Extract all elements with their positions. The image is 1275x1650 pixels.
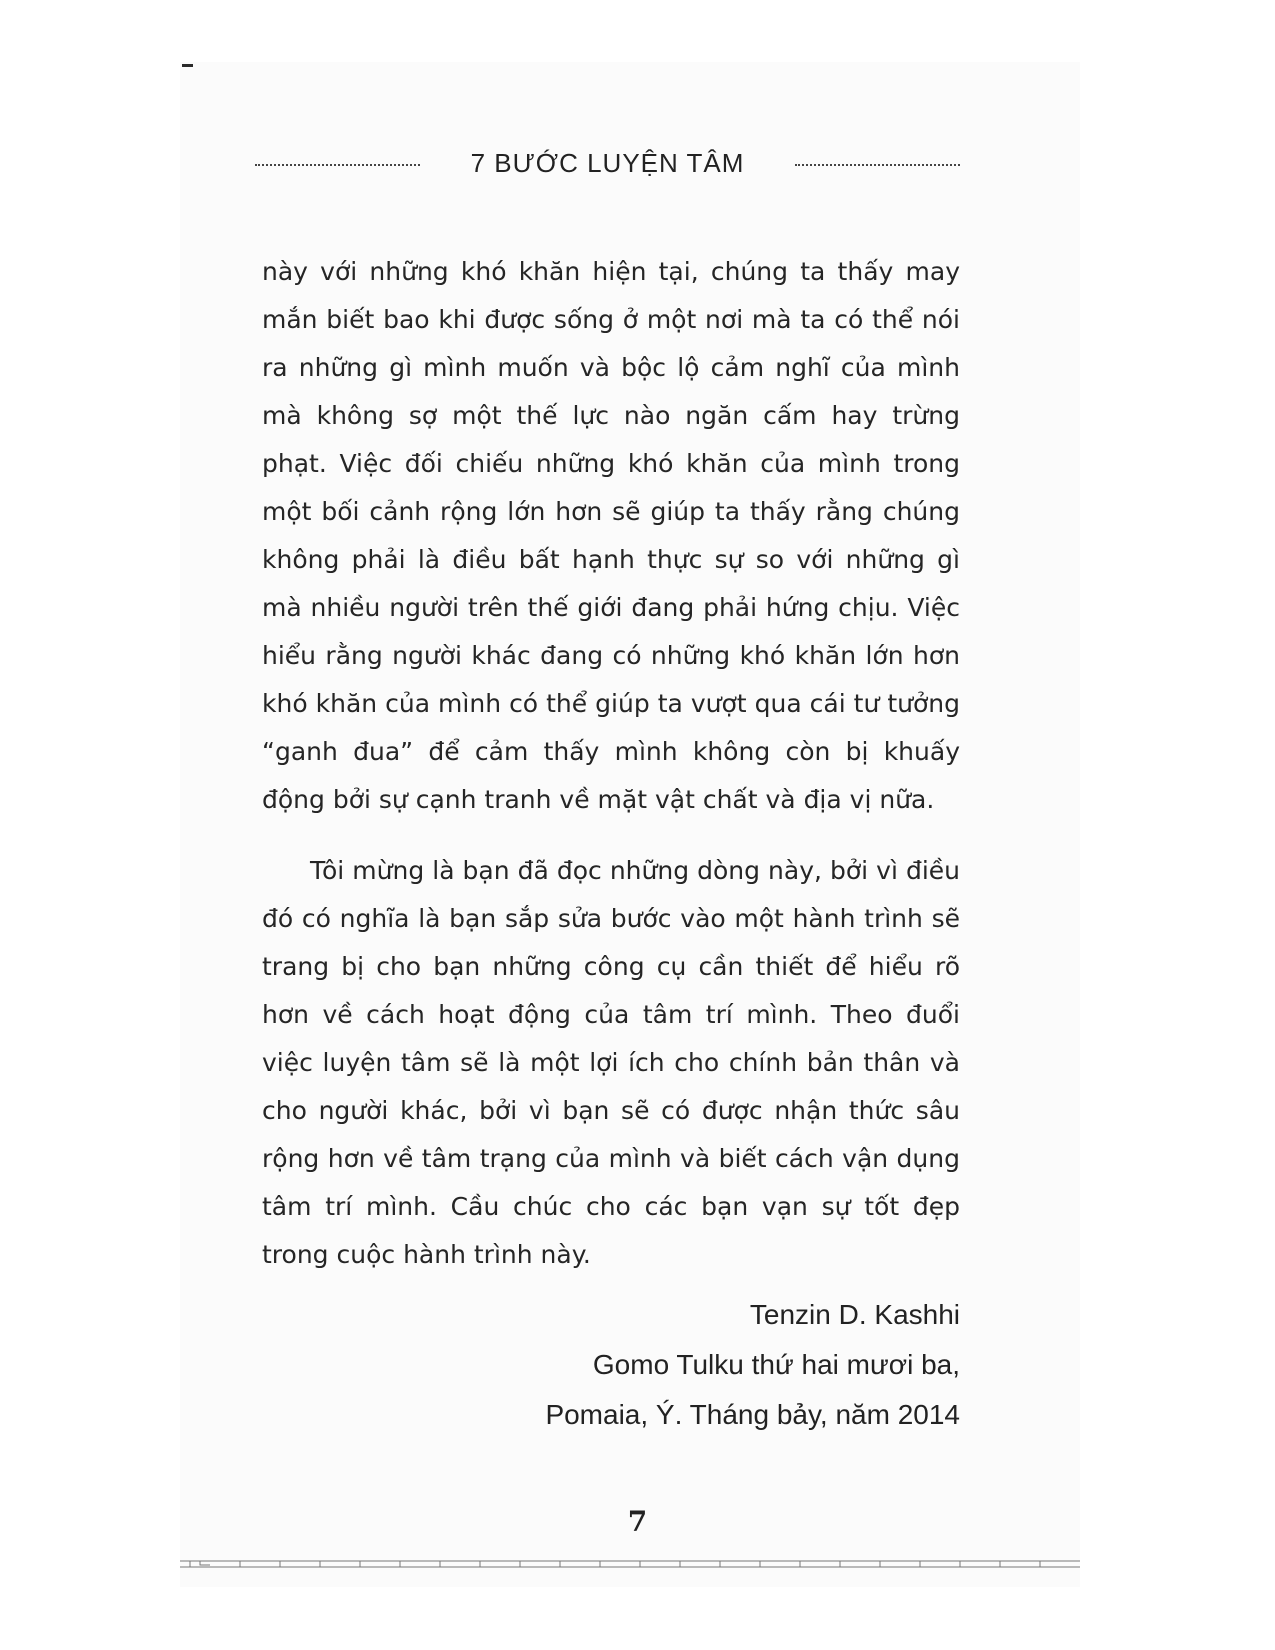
corner-mark — [182, 64, 193, 67]
page-number: 7 — [627, 1505, 648, 1538]
author-name: Tenzin D. Kashhi — [749, 1299, 960, 1330]
running-header — [255, 148, 960, 188]
footer-fret-border — [180, 1560, 1080, 1568]
author-title: Gomo Tulku thứ hai mươi ba, — [592, 1349, 960, 1380]
signature-block — [545, 1290, 960, 1440]
body-text — [262, 248, 960, 1279]
paragraph-1: này với những khó khăn hiện tại, chúng ta thấy may mắn biết bao khi được sống ở một nơi mà ta có thể nói ra những gì mình muốn và bộc lộ cảm nghĩ của mình mà không sợ một thế lực nào ngăn cấm hay trừng phạt. Việc đối chiếu những khó khăn của mình trong một bối cảnh rộng lớn hơn sẽ giúp ta thấy rằng chúng không phải là điều bất hạnh thực sự so với những gì mà nhiều người trên thế giới đang phải hứng chịu. Việc hiểu rằng người khác đang có những khó khăn lớn hơn khó khăn của mình có thể giúp ta vượt qua cái tư tưởng “ganh đua” để cảm thấy mình không còn bị khuấy động bởi sự cạnh tranh về mặt vật chất và địa vị nữa. — [262, 257, 960, 814]
header-dotted-rule-right — [795, 164, 960, 166]
paragraph-2: Tôi mừng là bạn đã đọc những dòng này, bởi vì điều đó có nghĩa là bạn sắp sửa bước vào một hành trình sẽ trang bị cho bạn những công cụ cần thiết để hiểu rõ hơn về cách hoạt động của tâm trí mình. Theo đuổi việc luyện tâm sẽ là một lợi ích cho chính bản thân và cho người khác, bởi vì bạn sẽ có được nhận thức sâu rộng hơn về tâm trạng của mình và biết cách vận dụng tâm trí mình. Cầu chúc cho các bạn vạn sự tốt đẹp trong cuộc hành trình này. — [262, 856, 960, 1269]
place-date: Pomaia, Ý. Tháng bảy, năm 2014 — [545, 1399, 960, 1430]
book-title: 7 BƯỚC LUYỆN TÂM — [470, 148, 745, 178]
